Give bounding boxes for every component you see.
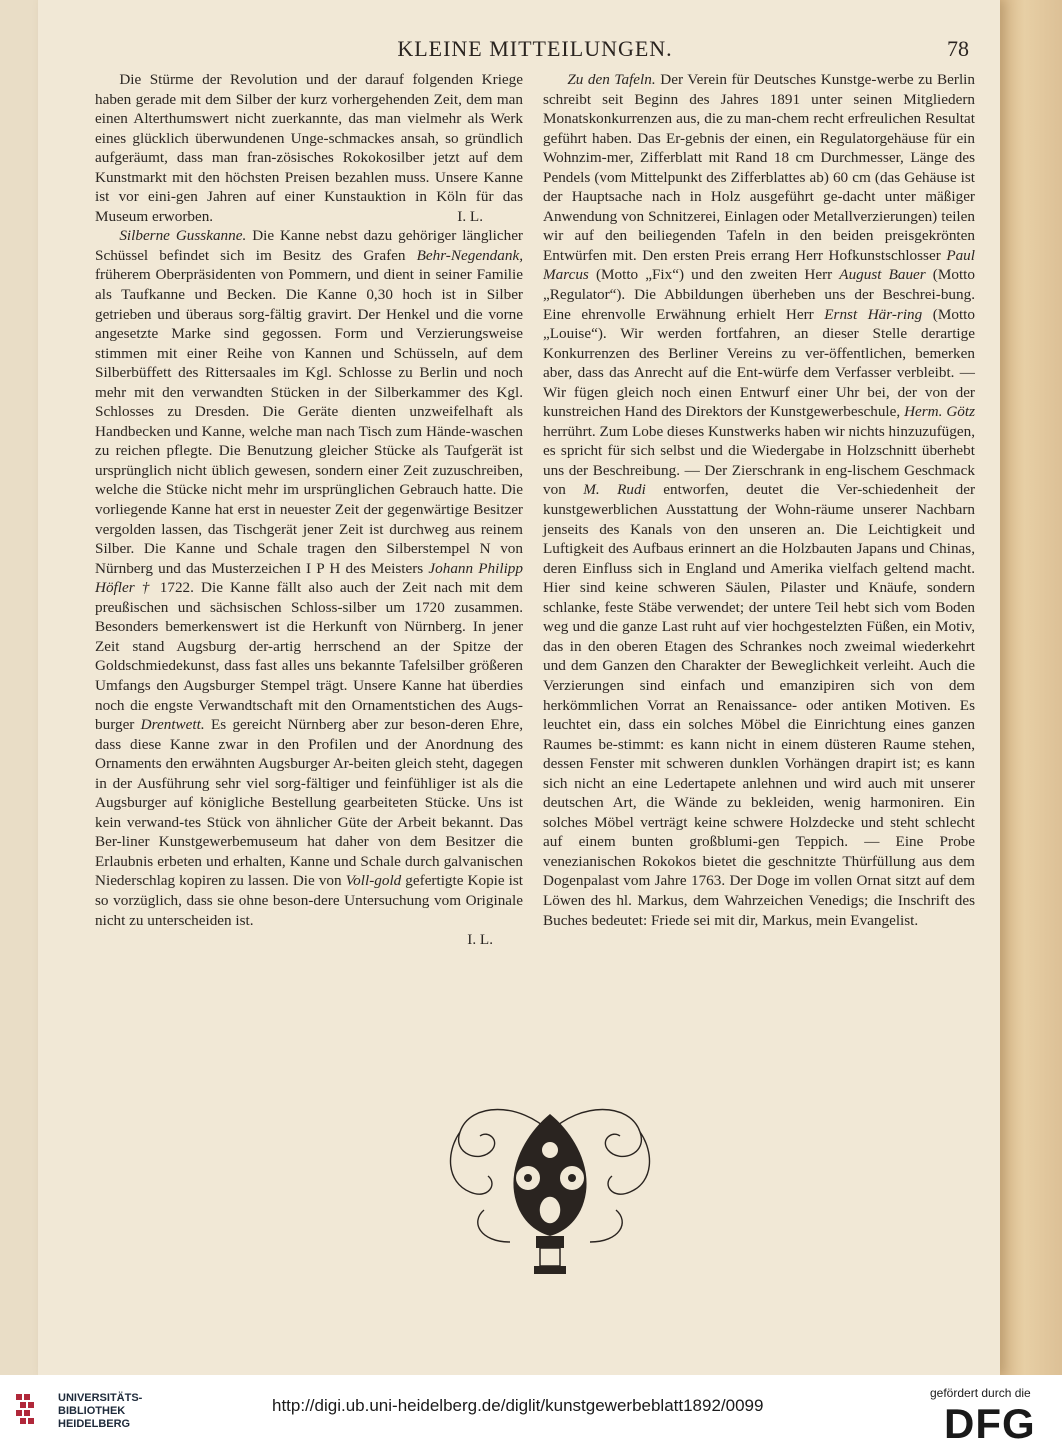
person-name: Ernst Här-ring: [824, 305, 923, 323]
right-column: [543, 70, 975, 930]
person-name: Drentwett.: [140, 716, 205, 734]
source-url-link[interactable]: http://digi.ub.uni-heidelberg.de/diglit/kunstgewerbeblatt1892/0099: [272, 1396, 764, 1415]
person-name: Herm. Götz: [904, 403, 976, 421]
person-name: August Bauer: [839, 266, 926, 284]
section-title: Silberne Gusskanne.: [119, 227, 247, 245]
funded-by-label: gefördert durch die: [930, 1386, 1031, 1400]
person-name: M. Rudi: [583, 481, 646, 499]
running-header: [95, 36, 975, 66]
institution-name: UNIVERSITÄTS- BIBLIOTHEK HEIDELBERG: [58, 1392, 143, 1430]
signature: I. L.: [457, 207, 483, 225]
section-title: Zu den Tafeln.: [567, 71, 656, 88]
person-name: Voll-gold: [345, 872, 402, 890]
dfg-logo: DFG: [944, 1400, 1036, 1447]
person-name: Paul Marcus: [543, 246, 975, 284]
university-logo-icon: [14, 1392, 50, 1432]
page-number: 78: [947, 36, 969, 61]
header-title: KLEINE MITTEILUNGEN.: [397, 36, 673, 61]
paragraph-silberne-gusskanne: Silberne Gusskanne. Die Kanne nebst dazu gehöriger länglicher Schüssel befindet sich im Besitz des Grafen Behr-Negendank, früherem Oberpräsidenten von Pommern, und dient in seiner Familie als Taufkanne und Becken. Die Kanne 0,30 hoch ist in Silber getrieben und überaus sorg-fältig gravirt. Der Henkel und die vorne angesetzte Marke sind gegossen. Form und Verzierungsweise stimmen mit einer Reihe von Kannen und Schüsseln, auf dem Silberbüffett des Rittersaales im Kgl. Schlosse zu Berlin und noch mehr mit den verwandten Stücken in der Silberkammer des Kgl. Schlosses zu Dresden. Die Geräte dienten unzweifelhaft als Handbecken und Kanne, welche man nach Tisch zum Hände-waschen zu reichen pflegte. Die Benutzung gleicher Stücke als Taufgerät ist ursprünglich nicht üblich gewesen, sondern einer Zeit zuzuschreiben, welche die Stücke nicht mehr im ursprünglichen Gebrauch hatte. Die vorliegende Kanne hat erst in neuester Zeit der gegenwärtige Besitzer vergolden lassen, das Tischgerät jener Zeit ist durchweg aus reinem Silber. Die Kanne und Schale tragen den Silberstempel N von Nürnberg und das Musterzeichen I P H des Meisters Johann Philipp Höfler † 1722. Die Kanne fällt also auch der Zeit nach mit dem preußischen und sächsischen Schloss-silber um 1720 zusammen. Besonders bemerkenswert ist die Herkunft von Nürnberg. In jener Zeit stand Augsburg der-artig herrschend an der Spitze der Goldschmiedekunst, dass fast alles uns bekannte Tafelsilber größeren Umfangs den Augsburger Stempel trägt. Unsere Kanne hat überdies noch die engste Verwandtschaft mit den Ornamentstichen des Augs-burger Drentwett. Es gereicht Nürnberg aber zur beson-deren Ehre, dass diese Kanne zwar in den Profilen und der Anordnung des Ornaments den erwähnten Augsburger Ar-beiten gleich steht, dagegen in der Ausführung sehr viel sorg-fältiger und feinfühliger ist als die Augsburger auf königliche Bestellung gearbeiteten Stücke. Uns ist kein verwand-tes Stück von ähnlicher Güte der Arbeit bekannt. Das Ber-liner Kunstgewerbemuseum hat daher von dem Besitzer die Erlaubnis erbeten und erhalten, Kanne und Schale durch galvanischen Niederschlag kopiren zu lassen. Die von Voll-gold gefertigte Kopie ist so vorzüglich, dass sie ohne beson-dere Untersuchung vom Originale nicht zu unterscheiden ist.: [95, 227, 523, 929]
ornament-vignette: [440, 1092, 660, 1292]
signature: I. L.: [467, 931, 493, 949]
person-name: Johann Philipp Höfler †: [95, 559, 523, 597]
paragraph-zu-den-tafeln: Zu den Tafeln. Der Verein für Deutsches Kunstge-werbe zu Berlin schreibt seit Beginn des Jahres 1891 unter seinen Mitgliedern Monatskonkurrenzen aus, die zu man-chem recht erfreulichen Resultat geführt haben. Das Er-gebnis der einen, ein Regulatorgehäuse für ein Wohnzim-mer, Zifferblatt mit Rand 18 cm Durchmesser, Länge des Pendels (vom Mittelpunkt des Zifferblattes ab) 60 cm (das Gehäuse ist der Hauptsache nach in Holz ausgeführt ge-dacht unter mäßiger Anwendung von Schnitzerei, Einlagen oder Metallverzierungen) teilen wir auf den beiliegenden Tafeln in den beiden preisgekrönten Entwürfen mit. Den ersten Preis errang Herr Hofkunstschlosser Paul Marcus (Motto „Fix“) und den zweiten Herr August Bauer (Motto „Regulator“). Die Abbildungen überheben uns der Beschrei-bung. Eine ehrenvolle Erwähnung erhielt Herr Ernst Här-ring (Motto „Louise“). Wir werden fortfahren, an dieser Stelle derartige Konkurrenzen des Berliner Vereins zu ver-öffentlichen, bemerken aber, dass das Anrecht auf die Ent-würfe dem Verfasser verbleibt. — Wir fügen gleich noch einen Entwurf einer Uhr bei, der von der kunstreichen Hand des Direktors der Kunstgewerbeschule, Herm. Götz herrührt. Zum Lobe dieses Kunstwerks haben wir nichts hinzuzufügen, es spricht für sich selbst und die Wiedergabe in Holzschnitt überhebt uns der Beschreibung. — Der Zierschrank in eng-lischem Geschmack von M. Rudi entworfen, deutet die Ver-schiedenheit der kunstgewerblichen Ausstattung der Wohn-räume unserer Nachbarn jenseits des Kanals von den unseren an. Die Leichtigkeit und Luftigkeit des Aufbaus erinnert an die Holzbauten Japans und Chinas, deren Einfluss sich in England und Amerika vielfach geltend macht. Hier sind keine schweren Säulen, Pilaster und Knäufe, sondern schlanke, feste Stäbe verwendet; der untere Teil hebt sich vom Boden weg und die ganze Last ruht auf vier hochgestelzten Füßen, ein Motiv, das in den oberen Etagen des Schrankes noch zweimal wiederkehrt und dem Ganzen den Charakter der Beweglichkeit verleiht. Auch die Verzierungen sind einfach und emanzipiren sich von dem herkömmlichen Vorrat an Renaissance- oder antiken Motiven. Es leuchtet ein, dass ein solches Möbel die Einrichtung eines ganzen Raumes be-stimmt: es kann nicht in einem düsteren Raume stehen, dessen Fenster mit schweren dunklen Vorhängen drapirt ist; es kann sich nicht an eine Ledertapete anlehnen und wird auch mit unserer deutschen Art, die Wände zu bekleiden, wenig harmoniren. Ein solches Möbel verträgt keine schwere Holzdecke und steht schlecht auf einem bunten großblumi-gen Teppich. — Eine Probe venezianischen Rokokos bietet die geschnitzte Thürfüllung aus dem Dogenpalast vom Jahre 1763. Der Doge im vollen Ornat sitzt auf dem Löwen des hl. Markus, dem Wahrzeichen Venedigs; die Inschrift des Buches bedeutet: Friede sei mit dir, Markus, mein Evangelist.: [543, 71, 976, 929]
paragraph-storms: Die Stürme der Revolution und der darauf folgenden Kriege haben gerade mit dem Silber der kurz vorhergehenden Zeit, dem man einen Alterthumswert nicht zuerkannte, das man vielmehr als Werk eines glücklich überwundenen Unge-schmackes ansah, so gründlich aufgeräumt, dass man fran-zösisches Rokokosilber jetzt auf dem Kunstmarkt mit den höchsten Preisen bezahlen muss. Unsere Kanne ist vor eini-gen Jahren auf einer Kunstauktion in Köln für das Museum erworben. I. L.: [95, 71, 523, 225]
left-column: [95, 70, 523, 950]
page-edge: [1000, 0, 1062, 1375]
person-name: Behr-Negendank,: [416, 246, 523, 264]
